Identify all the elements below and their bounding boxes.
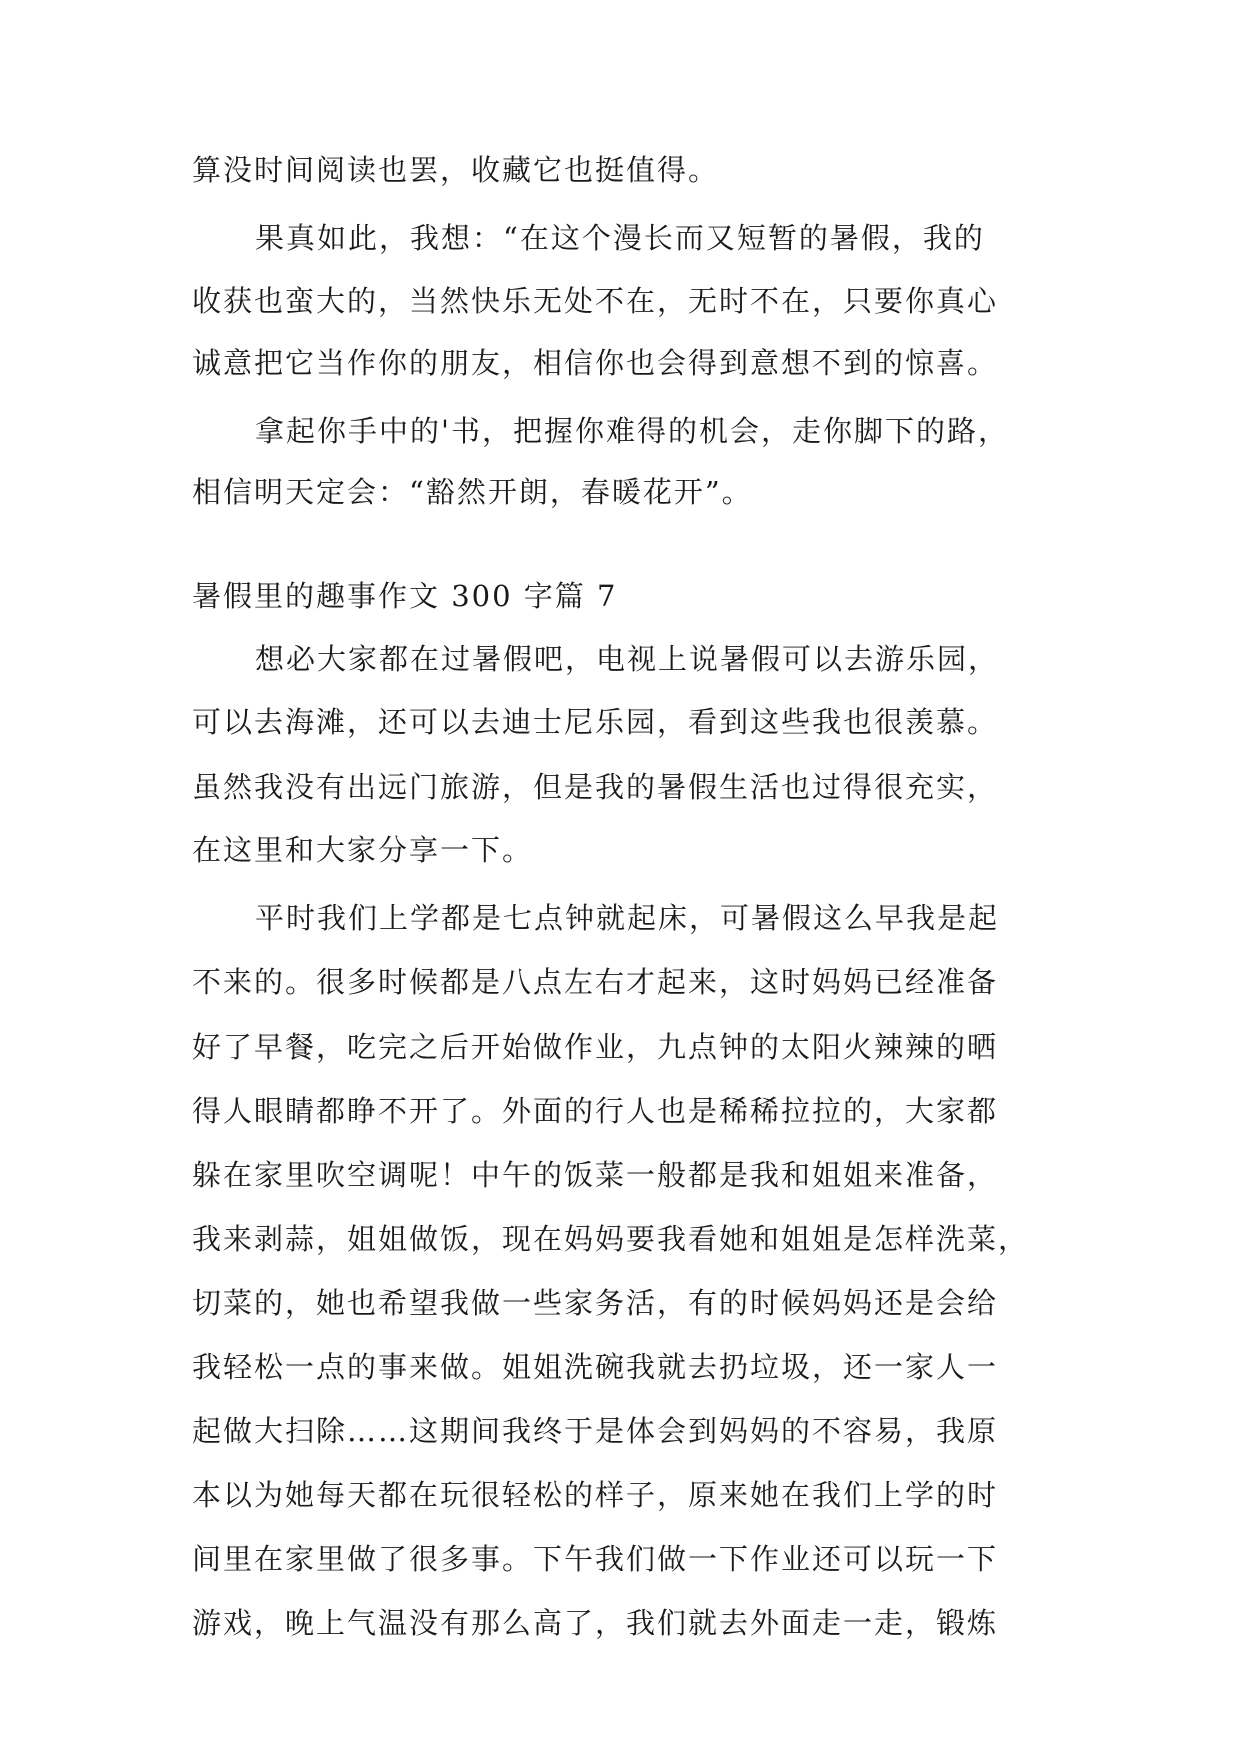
text-line: 好了早餐，吃完之后开始做作业，九点钟的太阳火辣辣的晒 [192, 1030, 999, 1064]
text-line: 我来剥蒜，姐姐做饭，现在妈妈要我看她和姐姐是怎样洗菜， [192, 1222, 1030, 1256]
text-line: 拿起你手中的'书，把握你难得的机会，走你脚下的路， [255, 414, 1009, 448]
text-line: 相信明天定会：“豁然开朗，春暖花开”。 [192, 475, 753, 509]
text-line: 我轻松一点的事来做。姐姐洗碗我就去扔垃圾，还一家人一 [192, 1350, 999, 1384]
text-line: 算没时间阅读也罢，收藏它也挺值得。 [192, 153, 720, 187]
text-line: 可以去海滩，还可以去迪士尼乐园，看到这些我也很羡慕。 [192, 705, 999, 739]
text-line: 间里在家里做了很多事。下午我们做一下作业还可以玩一下 [192, 1542, 999, 1576]
text-line: 在这里和大家分享一下。 [192, 833, 534, 867]
text-line: 起做大扫除……这期间我终于是体会到妈妈的不容易，我原 [192, 1414, 999, 1448]
text-line: 躲在家里吹空调呢！中午的饭菜一般都是我和姐姐来准备， [192, 1158, 999, 1192]
text-line: 切菜的，她也希望我做一些家务活，有的时候妈妈还是会给 [192, 1286, 999, 1320]
text-line: 虽然我没有出远门旅游，但是我的暑假生活也过得很充实， [192, 770, 999, 804]
text-line: 想必大家都在过暑假吧，电视上说暑假可以去游乐园， [255, 642, 1000, 676]
text-line: 收获也蛮大的，当然快乐无处不在，无时不在，只要你真心 [192, 284, 999, 318]
text-line: 本以为她每天都在玩很轻松的样子，原来她在我们上学的时 [192, 1478, 999, 1512]
text-line: 得人眼睛都睁不开了。外面的行人也是稀稀拉拉的，大家都 [192, 1094, 999, 1128]
text-line: 游戏，晚上气温没有那么高了，我们就去外面走一走，锻炼 [192, 1606, 999, 1640]
text-line: 诚意把它当作你的朋友，相信你也会得到意想不到的惊喜。 [192, 346, 999, 380]
section-title: 暑假里的趣事作文 300 字篇 7 [192, 579, 618, 613]
text-line: 果真如此，我想：“在这个漫长而又短暂的暑假，我的 [255, 221, 985, 255]
text-line: 不来的。很多时候都是八点左右才起来，这时妈妈已经准备 [192, 965, 999, 999]
text-line: 平时我们上学都是七点钟就起床，可暑假这么早我是起 [255, 901, 1000, 935]
